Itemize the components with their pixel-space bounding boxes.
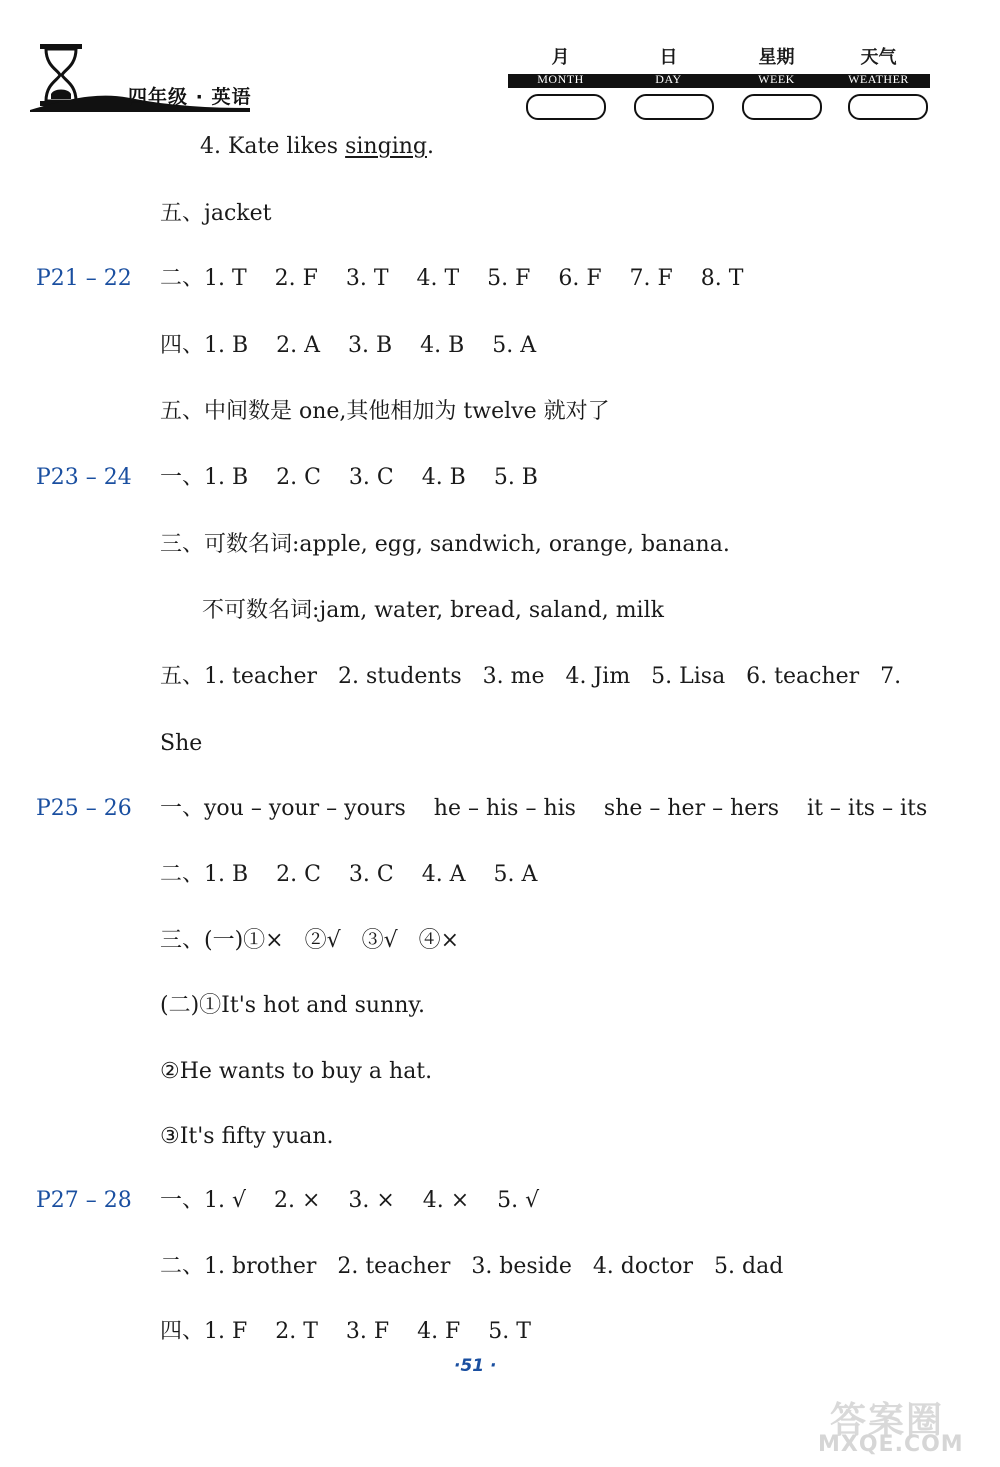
underlined-word: singing [345,134,427,159]
answer-line: 不可数名词:jam, water, bread, saland, milk [202,598,664,623]
answer-line: 三、可数名词:apple, egg, sandwich, orange, banana. [160,532,730,557]
date-field-label-en: WEATHER [848,72,909,86]
date-field-label: 天气 [860,47,897,68]
date-field-label-en: MONTH [537,72,584,86]
month-input-box[interactable] [526,94,606,120]
answer-line [200,132,434,162]
date-field-month [508,44,613,86]
date-field-label-en: DAY [655,72,682,86]
answer-line: ③It's fifty yuan. [160,1124,334,1149]
date-field-week [724,44,829,86]
day-input-box[interactable] [634,94,714,120]
date-field-label-en: WEEK [758,72,795,86]
answer-line: 二、1. T 2. F 3. T 4. T 5. F 6. F 7. F 8. T [160,266,744,291]
answer-line: 四、1. F 2. T 3. F 4. F 5. T [160,1319,531,1344]
answer-text: 4. Kate likes [200,134,346,159]
page-range-label: P25 – 26 [36,796,132,821]
answer-line: 四、1. B 2. A 3. B 4. B 5. A [160,333,537,358]
page-range-label: P21 – 22 [36,266,132,291]
date-field-weather [826,44,931,86]
page-header [0,0,1000,130]
answer-line: (二)①It's hot and sunny. [160,993,425,1018]
answer-line: 五、jacket [160,201,272,226]
page-range-label: P27 – 28 [36,1188,132,1213]
watermark-url: MXQE.COM [818,1432,964,1457]
answer-line: 一、you – your – yours he – his – his she – her – hers it – its – its [160,796,928,821]
week-input-box[interactable] [742,94,822,120]
page-range-label: P23 – 24 [36,465,132,490]
date-field-label: 星期 [758,47,795,68]
weather-input-box[interactable] [848,94,928,120]
answer-line: 五、中间数是 one,其他相加为 twelve 就对了 [160,399,610,424]
answer-line: 二、1. B 2. C 3. C 4. A 5. A [160,862,538,887]
answer-line: 一、1. B 2. C 3. C 4. B 5. B [160,465,538,490]
answer-line: 一、1. √ 2. × 3. × 4. × 5. √ [160,1188,540,1213]
page-number: ·51 · [454,1356,497,1376]
date-field-day [616,44,721,86]
answer-line: 五、1. teacher 2. students 3. me 4. Jim 5. Lisa 6. teacher 7. [160,664,902,689]
answer-line: She [160,731,203,756]
watermark-logo-text: 答案圈 [830,1400,945,1441]
answer-text: . [426,134,434,159]
answer-line: 二、1. brother 2. teacher 3. beside 4. doctor 5. dad [160,1254,784,1279]
date-field-label: 日 [659,47,678,68]
answer-line: ②He wants to buy a hat. [160,1059,433,1084]
answer-line: 三、(一)①× ②√ ③√ ④× [160,928,460,953]
header-title: 四年级 · 英语 [128,86,252,108]
date-field-label: 月 [551,47,570,68]
date-fields [508,44,930,124]
